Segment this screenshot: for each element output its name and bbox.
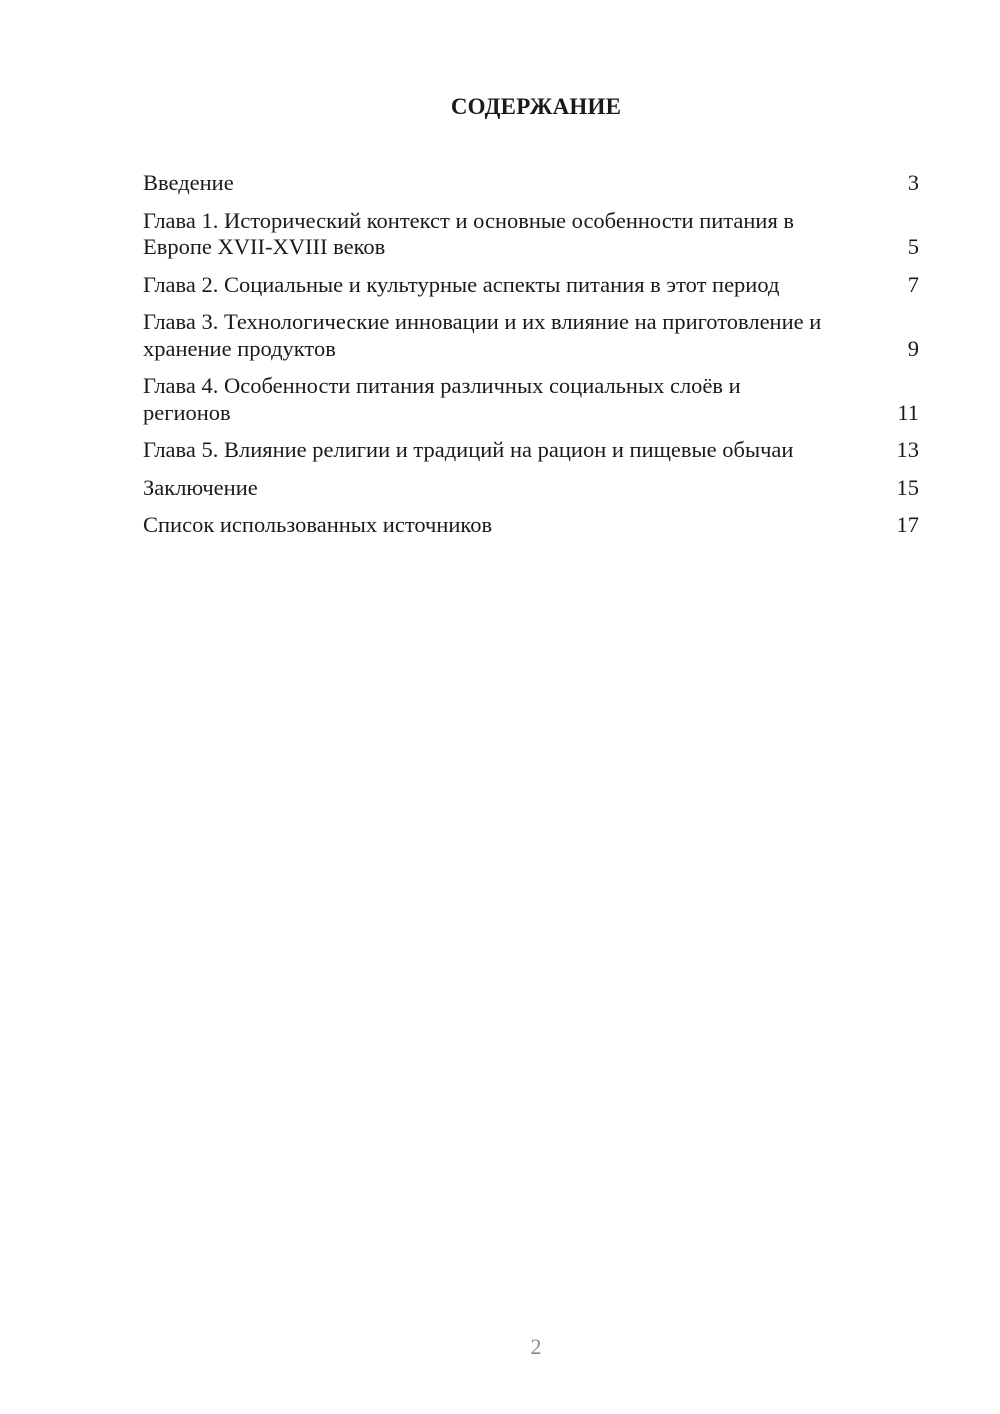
toc-entry-chapter-5 (143, 437, 919, 464)
toc-entry-introduction (143, 170, 919, 197)
toc-entry-page: 5 (907, 234, 919, 259)
toc-entry-text: Глава 5. Влияние религии и традиций на рацион и пищевые обычаи (143, 437, 794, 462)
toc-entry-page: 9 (907, 335, 919, 361)
toc-entry-page: 15 (896, 474, 919, 500)
page-title: СОДЕРЖАНИЕ (450, 94, 622, 119)
toc-entry-text: Глава 1. Исторический контекст и основные особенности питания в Европе XVII-XVIII веков (143, 207, 795, 259)
page-number: 2 (530, 1334, 542, 1359)
toc-entry-text: Глава 3. Технологические инновации и их влияние на приготовление и хранение продуктов (143, 309, 822, 361)
toc-entry-chapter-2 (143, 272, 919, 299)
toc-entry-text: Введение (143, 170, 234, 195)
toc-entry-page: 7 (907, 271, 919, 297)
toc-entry-page: 17 (896, 512, 919, 537)
toc-entry-conclusion (143, 475, 919, 502)
toc-entry-page: 3 (907, 170, 919, 195)
toc-entry-references (143, 512, 919, 539)
toc-entry-chapter-4 (143, 373, 919, 426)
toc-entry-text: Глава 4. Особенности питания различных социальных слоёв и регионов (143, 373, 741, 425)
toc-entry-page: 13 (896, 437, 919, 462)
toc-entry-text: Список использованных источников (143, 512, 493, 537)
toc-entry-page: 11 (897, 399, 919, 425)
toc-entry-chapter-3 (143, 309, 919, 362)
toc-entry-text: Глава 2. Социальные и культурные аспекты питания в этот период (143, 271, 780, 297)
toc-entry-text: Заключение (143, 474, 258, 500)
table-of-contents (143, 170, 919, 550)
toc-entry-chapter-1 (143, 208, 919, 261)
